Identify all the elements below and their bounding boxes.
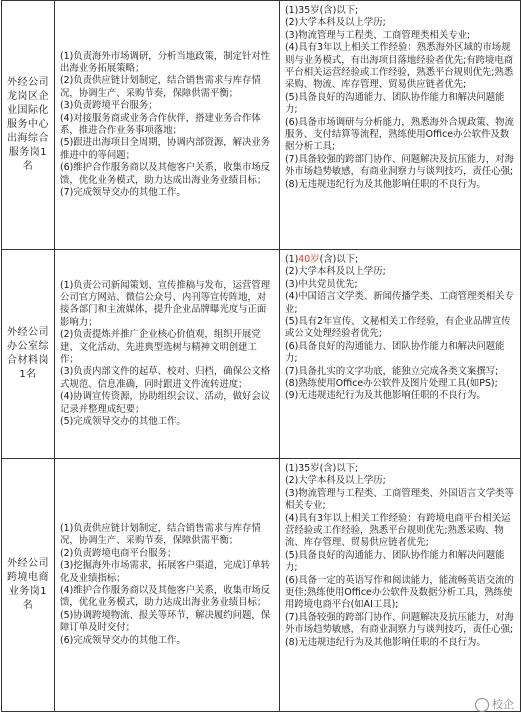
position-name: 外经公司跨境电商业务岗1名 (2, 459, 55, 712)
requirement-item: (5)具备良好的沟通能力、团队协作能力和解决问题能力; (285, 91, 505, 116)
requirement-item: (8)无违规违纪行为及其他影响任职的不良行为。 (285, 636, 486, 648)
requirement-item: (3)物流管理与工程类、工商管理类相关专业; (285, 29, 471, 41)
requirement-item: (2)大学本科及以上学历; (285, 266, 386, 278)
duty-item: (4)对接服务商或业务合作伙伴，搭建业务合作体系，推进合作业务事项落地； (60, 112, 261, 136)
requirement-item: (7)具备较强的跨部门协作、问题解决及抗压能力，对海外市场趋势敏感，有商业洞察力与谈判技巧，责任心强; (285, 611, 514, 636)
requirements-cell (280, 459, 521, 712)
requirement-item: (3)中共党员优先; (285, 278, 358, 290)
requirements-cell (280, 1, 521, 250)
requirement-item: (6)具备一定的英语写作和阅读能力，能流畅英语交流的更佳;熟练使用Office办公软件及数据分析工具，熟练使用跨境电商平台(如AI工具); (285, 574, 514, 611)
duty-item: (2)负责供应链计划制定，结合销售需求与库存情况，协调生产、采购节奏，保障供需平衡； (60, 75, 261, 99)
requirement-item: (5)具备良好的沟通能力、团队协作能力和解决问题能力; (285, 549, 505, 574)
requirements-cell (280, 250, 521, 459)
duties-cell (55, 250, 280, 459)
duty-item: (3)负责内部文件的起草、校对、归档，确保公文格式规范、信息准确，同时跟进文件流转进度； (60, 366, 271, 390)
requirement-item: (2)大学本科及以上学历; (285, 475, 386, 487)
requirement-item: (1)35岁(含)以下; (285, 5, 359, 16)
requirement-item: (7)具备扎实的文字功底，能独立完成各类文案撰写; (285, 365, 499, 377)
watermark-logo-icon (475, 698, 489, 712)
duty-item: (4)协调宣传资源，协助组织会议、活动，做好会议记录并整理成纪要； (60, 391, 271, 415)
requirement-item: (9)无违规违纪行为及其他影响任职的不良行为。 (285, 390, 486, 402)
requirement-item: (6)具备市场调研与分析能力，熟悉海外合规政策、物流服务、支付结算等流程，熟练使用Office办公软件及数据分析工具; (285, 116, 514, 153)
duty-item: (1)负责公司新闻策划、宣传推稿与发布，运营管理公司官方网站、微信公众号、内刊等宣传阵地，对接各部门和主流媒体，提升企业品牌曝光度与正面影响力； (60, 279, 271, 328)
duty-item: (2)负责跨境电商平台服务； (60, 547, 177, 559)
highlighted-age: 40岁 (298, 254, 320, 265)
requirement-item: (4)具有3年以上相关工作经验：有跨境电商平台相关运营经验或工作经验，熟悉平台规则优先;熟悉采购、物流、库存管理、贸易供应链者优先; (285, 512, 511, 549)
requirement-item: (4)中国语言文学类、新闻传播学类、工商管理类相关专业; (285, 291, 514, 315)
table-row (2, 1, 521, 250)
requirement-item: (4)具有3年以上相关工作经验：熟悉海外区域的市场规则与业务模式，有出海项目落地经验者优先;有跨境电商平台相关运营经验或工作经验，熟悉平台规则优先;熟悉采购、物流、库存管理、贸易供应链者优先; (285, 42, 514, 91)
duty-item: (3)负责跨境平台服务； (60, 100, 158, 112)
duty-item: (1)负责供应链计划制定，结合销售需求与库存情况，协调生产、采购节奏，保障供需平衡； (60, 522, 261, 547)
duty-item: (5)协调跨境物流、报关等环节，解决履约问题，保障订单及时交付； (60, 609, 271, 634)
watermark: 校企 (475, 696, 514, 712)
duty-item: (7)完成领导交办的其他工作。 (60, 187, 186, 199)
duties-cell (55, 459, 280, 712)
requirement-item: (8)熟练使用Office办公软件及图片处理工具(如PS); (285, 378, 498, 390)
table-row (2, 459, 521, 712)
duty-item: (6)完成领导交办的其他工作。 (60, 634, 186, 646)
duty-item: (6)维护合作服务商以及其他客户关系，收集市场反馈，优化业务模式，助力达成出海业务业绩目标； (60, 162, 271, 186)
requirement-item: (1)40岁(含)以下; (285, 254, 359, 265)
duties-cell (55, 1, 280, 250)
position-name: 外经公司办公室综合材料岗1名 (2, 250, 55, 459)
requirement-item: (8)无违规违纪行为及其他影响任职的不良行为。 (285, 178, 486, 190)
duty-item: (1)负责海外市场调研，分析当地政策，制定针对性出海业务拓展策略； (60, 50, 271, 74)
duty-item: (5)跟进出海项目全周期，协调内部资源，解决业务推进中的等问题； (60, 137, 271, 161)
duty-item: (5)完成领导交办的其他工作。 (60, 416, 186, 428)
table-row (2, 250, 521, 459)
requirement-item: (7)具备较强的跨部门协作、问题解决及抗压能力，对海外市场趋势敏感，有商业洞察力与谈判技巧，责任心强; (285, 153, 514, 178)
job-table (1, 0, 521, 712)
requirement-item: (6)具备良好的沟通能力、团队协作能力和解决问题能力; (285, 340, 505, 365)
duty-item: (2)负责提炼并推广企业核心价值观，组织开展党建、文化活动、先进典型选树与精神文明创建工作； (60, 329, 261, 365)
requirement-item: (1)35岁(含)以下; (285, 463, 359, 474)
duty-item: (4)维护合作服务商以及其他客户关系，收集市场反馈，优化业务模式，助力达成出海业务业绩目标； (60, 585, 271, 609)
requirement-item: (2)大学本科及以上学历; (285, 17, 386, 29)
position-name: 外经公司龙岗区企业国际化服务中心出海综合服务岗1名 (2, 1, 55, 250)
duty-item: (3)挖掘海外市场需求，拓展客户渠道，完成订单转化及业绩指标； (60, 560, 271, 584)
requirement-item: (3)物流管理与工程类、工商管理类、外国语言文学类等相关专业; (285, 487, 514, 512)
requirement-item: (5)具有2年宣传、文秘相关工作经验，有企业品牌宣传或公文处理经验者优先; (285, 316, 511, 340)
